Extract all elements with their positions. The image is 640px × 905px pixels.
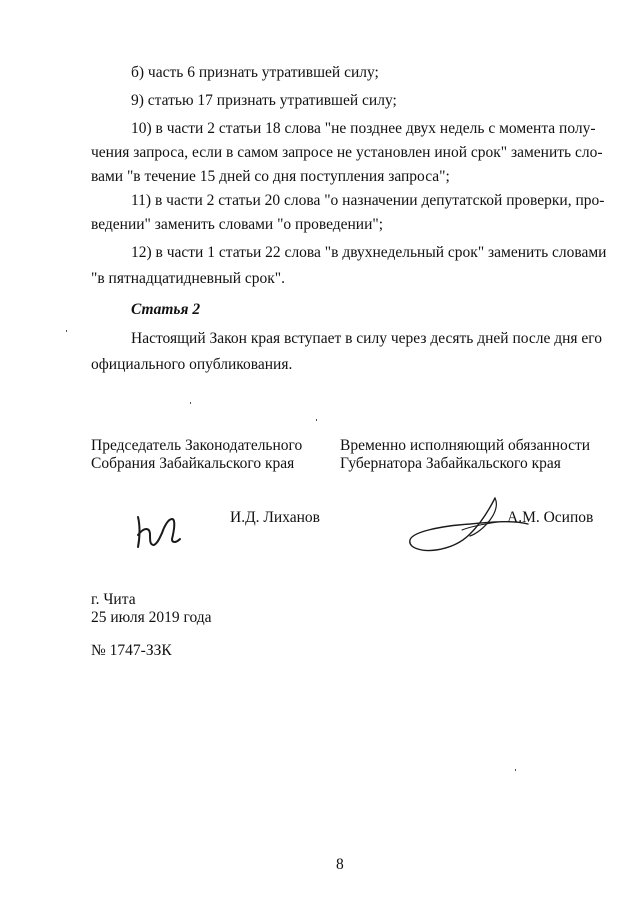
item-11-line-1: 11) в части 2 статьи 20 слова "о назначении депутатской проверки, про- — [131, 192, 605, 209]
scan-speck — [316, 419, 317, 421]
article-2-line-1: Настоящий Закон края вступает в силу через десять дней после дня его — [131, 330, 603, 347]
item-b: б) часть 6 признать утратившей силу; — [131, 64, 379, 81]
item-10-line-1: 10) в части 2 статьи 18 слова "не позднее двух недель с момента полу- — [131, 120, 596, 137]
article-2-line-2: официального опубликования. — [91, 356, 293, 373]
right-signatory-title-1: Временно исполняющий обязанности — [340, 437, 591, 454]
law-number: № 1747-ЗЗК — [91, 642, 172, 659]
left-signatory-title-1: Председатель Законодательного — [91, 437, 303, 454]
item-10-line-3: вами "в течение 15 дней со дня поступления запроса"; — [91, 168, 450, 185]
left-signatory-title-2: Собрания Забайкальского края — [91, 455, 295, 472]
date: 25 июля 2019 года — [91, 609, 212, 626]
item-9: 9) статью 17 признать утратившей силу; — [131, 92, 397, 109]
item-12-line-2: "в пятнадцатидневный срок". — [91, 270, 285, 287]
scan-speck — [66, 330, 67, 332]
scan-speck — [190, 402, 191, 404]
right-signatory-name: А.М. Осипов — [507, 509, 594, 526]
place: г. Чита — [91, 591, 136, 608]
item-10-line-2: чения запроса, если в самом запросе не установлен иной срок" заменить сло- — [91, 144, 603, 161]
article-2-heading: Статья 2 — [131, 301, 201, 318]
scan-speck — [515, 769, 516, 771]
left-signatory-name: И.Д. Лиханов — [230, 509, 320, 526]
item-11-line-2: ведении" заменить словами "о проведении"; — [91, 216, 384, 233]
right-signatory-title-2: Губернатора Забайкальского края — [340, 455, 561, 472]
item-12-line-1: 12) в части 1 статьи 22 слова "в двухнедельный срок" заменить словами — [131, 244, 607, 261]
page-number: 8 — [336, 856, 344, 873]
